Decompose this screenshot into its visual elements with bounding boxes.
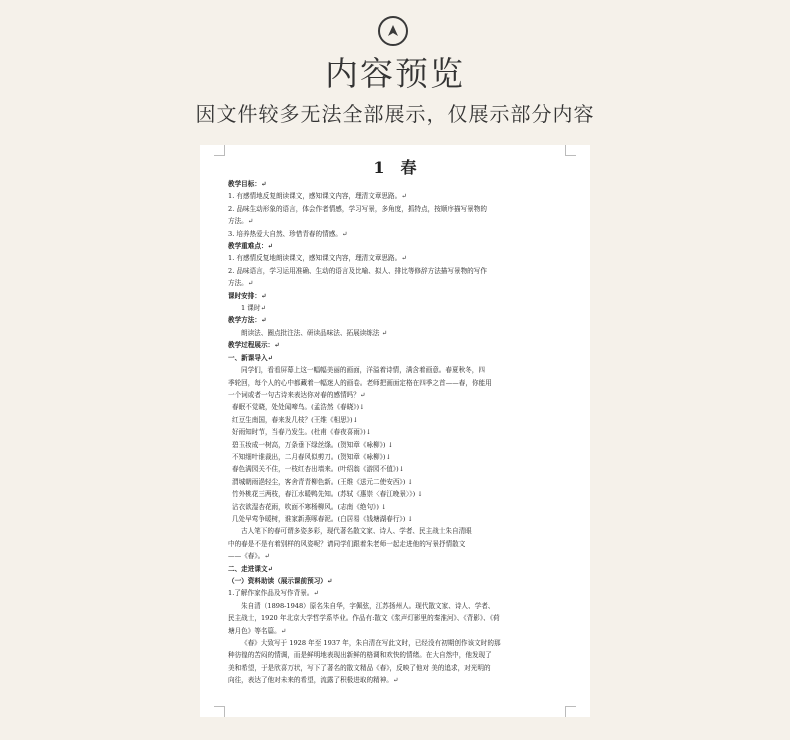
document-line: 1.了解作家作品及写作背景。↵: [228, 589, 319, 598]
compass-arrow-icon: [378, 16, 408, 46]
document-line: 1 课时↵: [241, 304, 267, 313]
document-line: 美和希望，于是欣喜万状，写下了著名的散文精品《春》，反映了他对 美的追求，对光明的: [228, 663, 491, 672]
document-line: 古人笔下的春可谓多姿多彩，现代著名散文家、诗人、学者、民主战士朱自清眼: [241, 527, 472, 536]
document-line: 《春》大致写于 1928 年至 1937 年，朱自清在写此文时，已经没有初期创作该文时的那: [241, 639, 501, 648]
crop-mark: [565, 706, 576, 717]
document-line: 2. 品味生动形象的语言，体会作者情感，学习写景，多角度，抓特点，按顺序描写景物的: [228, 204, 487, 213]
document-line: 一个词或者一句古诗来表达你对春的感情吗？↵: [228, 390, 366, 399]
document-line: 沾衣欲湿杏花雨，吹面不寒杨柳风。(志南《绝句》) ↓: [232, 502, 387, 511]
document-line: 种彷徨的苦闷的情调，而是鲜明地表现出新鲜的格调和欢快的情绪。在大自然中，他发现了: [228, 651, 492, 660]
document-line: 二、走进课文↵: [228, 564, 274, 573]
document-line: 碧玉妆成一树高，万条垂下绿丝绦。(贺知章《咏柳》) ↓: [232, 440, 394, 449]
document-line: 春色满园关不住，一枝红杏出墙来。(叶绍翁《游园不值》)↓: [232, 465, 405, 474]
document-line: 渭城朝雨浥轻尘，客舍青青柳色新。(王维《送元二使安西》) ↓: [232, 477, 413, 486]
document-title: 1 春: [373, 158, 417, 177]
document-line: 几处早莺争暖树，谁家新燕啄春泥。(白居易《钱塘湖春行》) ↓: [232, 514, 413, 523]
document-line: 教学方法：↵: [228, 316, 267, 325]
crop-mark: [214, 145, 225, 156]
document-line: 3. 培养热爱大自然、珍惜青春的情感。↵: [228, 229, 348, 238]
document-line: 季轮回，每个人的心中都藏着一幅迷人的画卷。老师把画面定格在四季之首——春，你能用: [228, 378, 492, 387]
document-line: 民主战士，1920 年北京大学哲学系毕业。作品有:散文《浆声灯影里的秦淮河》、《背影》、《荷: [228, 614, 500, 623]
document-line: （一）资料助读（展示课前预习）↵: [228, 577, 333, 585]
document-line: 向往，表达了他对未来的希望，流露了积极进取的精神。↵: [228, 676, 399, 685]
crop-mark: [565, 145, 576, 156]
document-line: 好雨知时节，当春乃发生。(杜甫《春夜喜雨》)↓: [232, 428, 372, 437]
document-line: 2. 品味语言，学习运用准确、生动的语言及比喻、拟人、排比等修辞方法描写景物的写作: [228, 266, 487, 275]
document-line: 课时安排：↵: [228, 291, 267, 300]
document-line: 教学目标：↵: [228, 180, 267, 188]
document-line: 朱自清（1898-1948）原名朱自华，字佩弦，江苏扬州人。现代散文家、诗人、学者、: [241, 601, 495, 610]
document-line: 教学过程展示：↵: [228, 341, 280, 350]
document-line: 塘月色》等名篇。↵: [228, 626, 287, 635]
page-subtitle: 因文件较多无法全部展示，仅展示部分内容: [195, 102, 595, 126]
document-line: 不知细叶谁裁出，二月春风似剪刀。(贺知章《咏柳》)↓: [232, 452, 392, 461]
document-line: 同学们，看看屏幕上这一幅幅美丽的画面，洋溢着诗情，满含着画意。春夏秋冬，四: [241, 366, 485, 375]
document-line: 方法。↵: [228, 279, 254, 288]
document-preview: [200, 145, 590, 717]
document-line: 竹外桃花三两枝，春江水暖鸭先知。(苏轼《惠崇〈春江晚景〉》) ↓: [232, 490, 423, 499]
page-title: 内容预览: [325, 54, 465, 93]
document-line: ——《春》。↵: [228, 552, 270, 561]
document-line: 1. 有感情反复地朗读课文，感知课文内容，理清文章思路。↵: [228, 254, 407, 263]
document-line: 方法。↵: [228, 217, 254, 226]
document-line: 红豆生南国，春来发几枝？(王维《相思》)↓: [232, 415, 359, 424]
document-line: 1. 有感情地反复朗读课文，感知课文内容，理清文章思路。↵: [228, 192, 407, 201]
document-line: 春眠不觉晓，处处闻啼鸟。(孟浩然《春晓》)↓: [232, 403, 365, 412]
document-body: [228, 178, 563, 687]
document-line: 教学重难点：↵: [228, 242, 274, 251]
document-line: 中的春是不是有着别样的风姿呢？请同学们跟着朱老师一起走进他的写景抒情散文: [228, 539, 466, 548]
document-line: 朗读法、圈点批注法、研读品味法、拓展读练法 ↵: [241, 328, 388, 337]
document-line: 一、新课导入↵: [228, 353, 274, 362]
crop-mark: [214, 706, 225, 717]
